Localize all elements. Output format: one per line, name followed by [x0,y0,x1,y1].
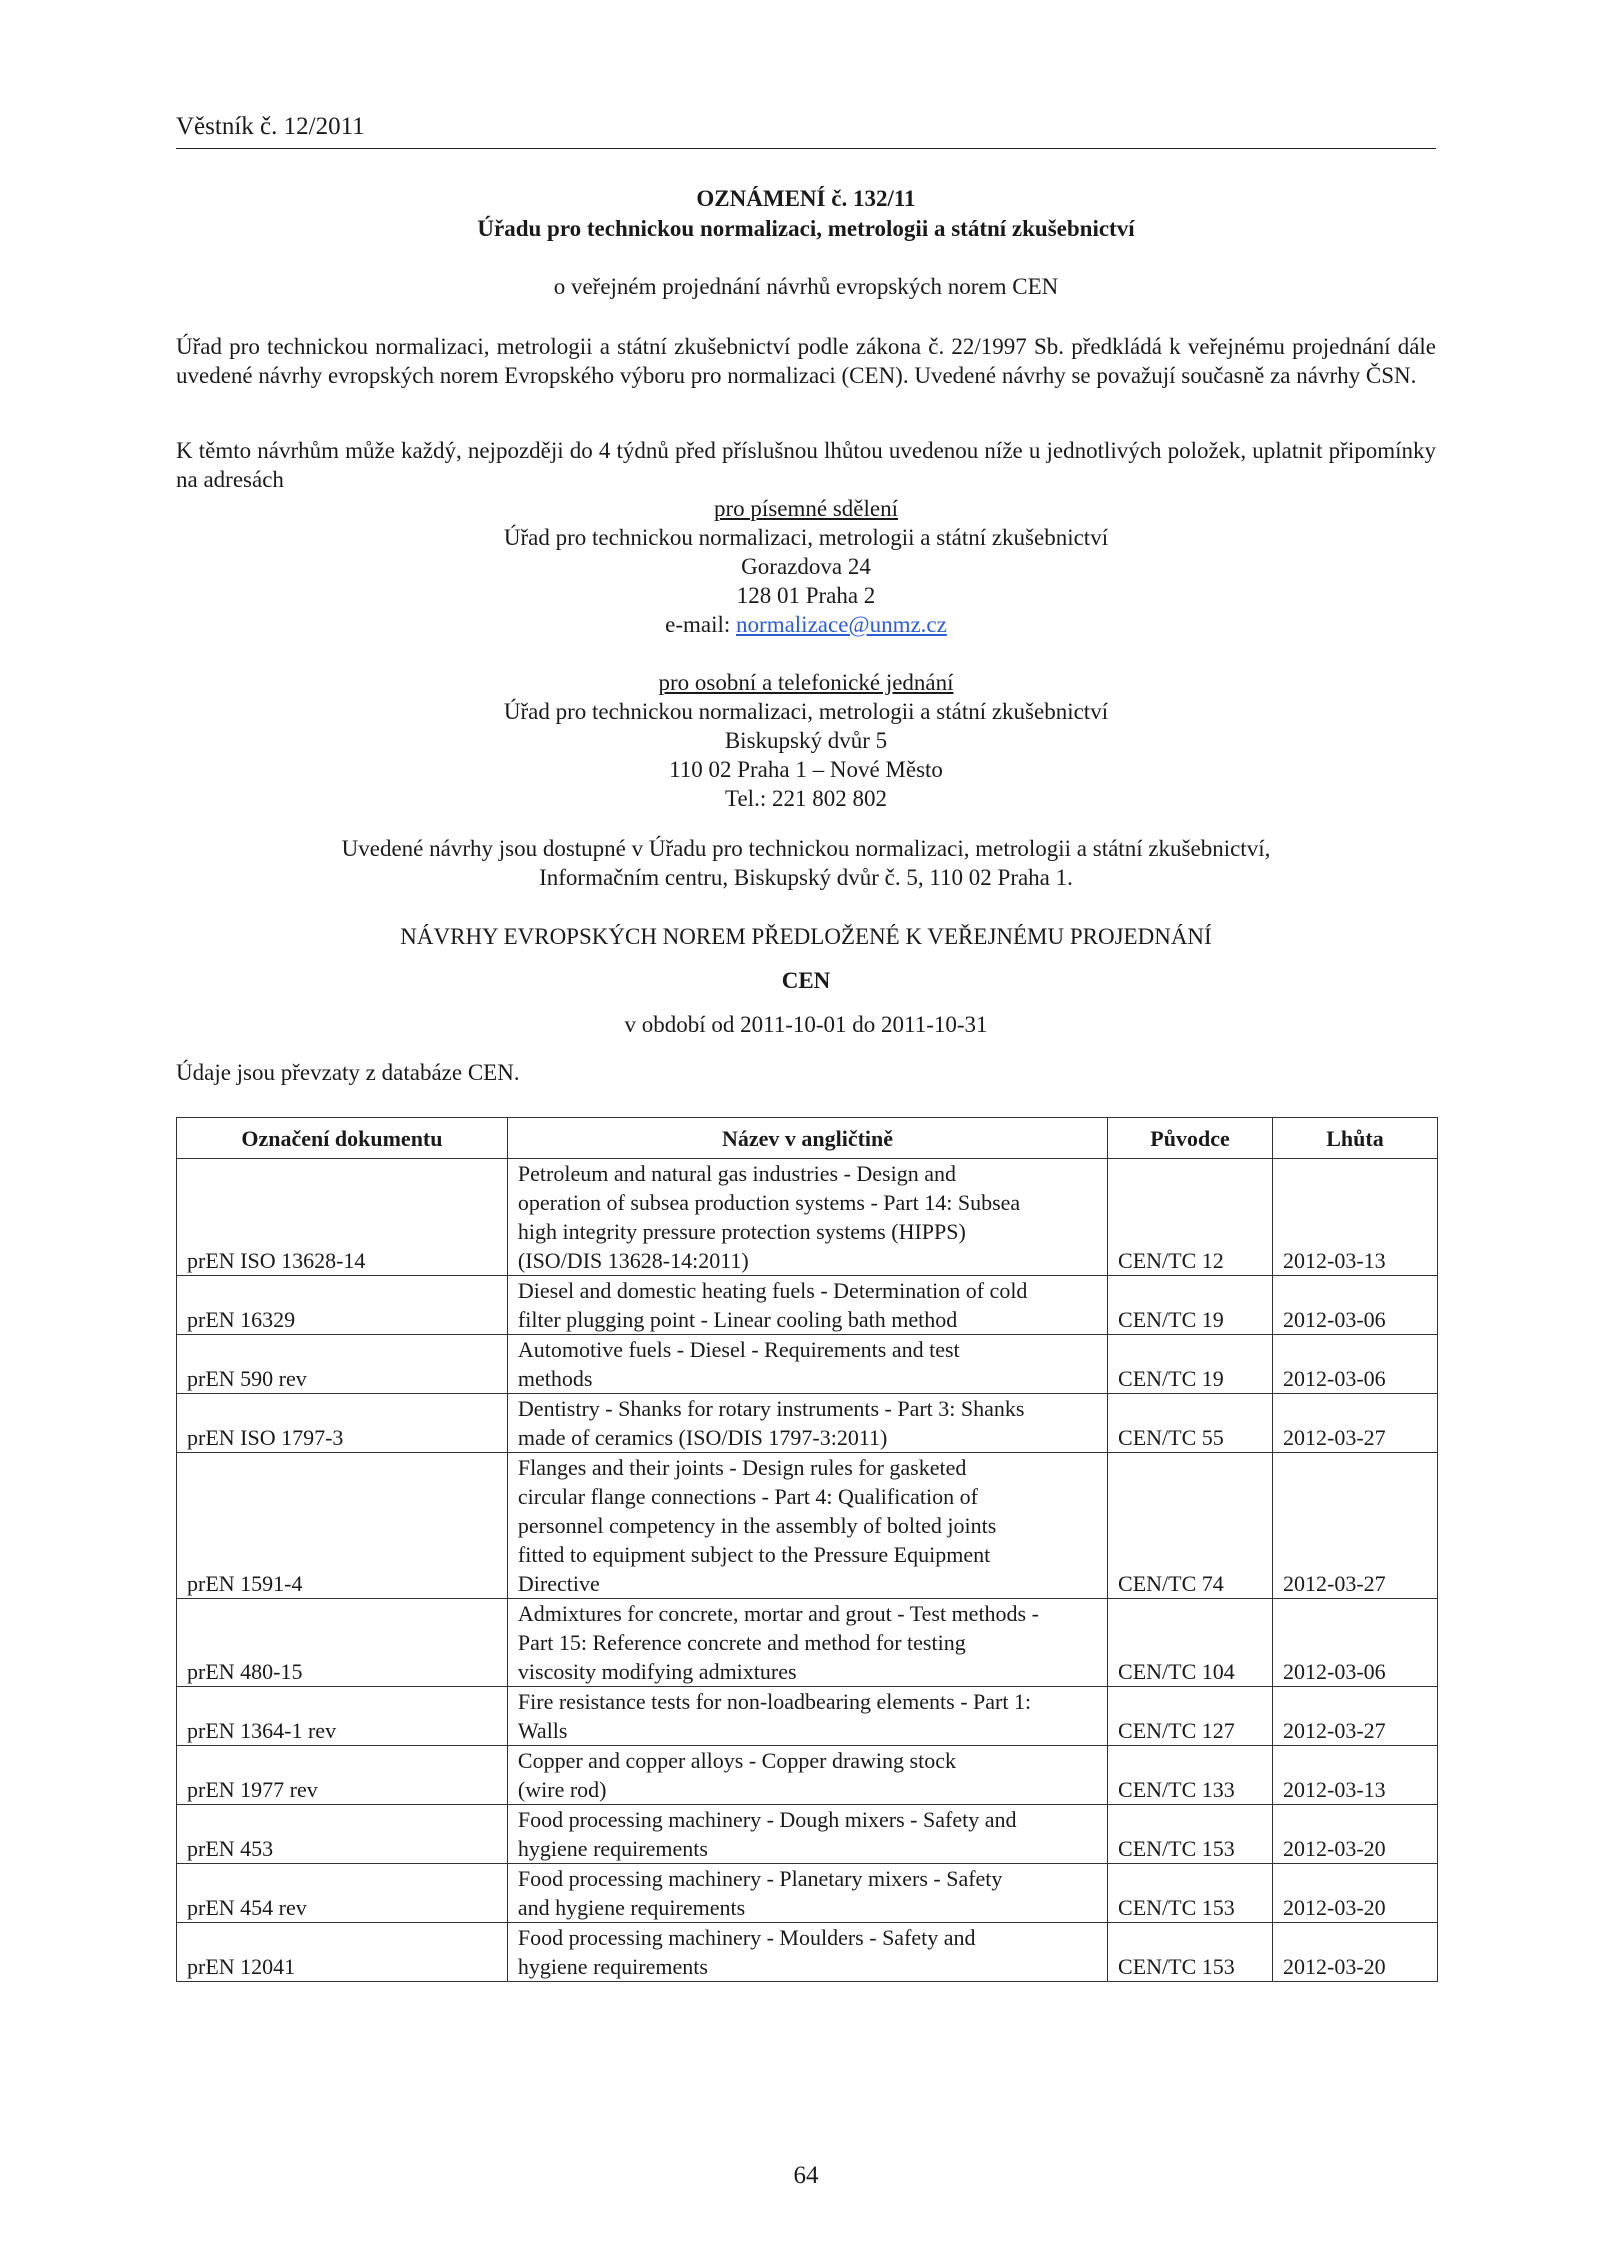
english-title-cell [507,1335,1107,1394]
english-title-cell [507,1159,1107,1276]
title-line: Automotive fuels - Diesel - Requirements and test [517,1337,960,1362]
column-header-document: Označení dokumentu [177,1118,508,1159]
written-contact-city: 128 01 Praha 2 [736,583,876,608]
english-title-cell [507,1923,1107,1982]
notice-authority: Úřadu pro technickou normalizaci, metrologii a státní zkušebnictví [477,216,1135,241]
title-line: Directive [517,1571,600,1596]
personal-contact-block [176,668,1436,813]
title-line: Copper and copper alloys - Copper drawing stock [517,1748,956,1773]
origin-cell: CEN/TC 153 [1108,1864,1273,1923]
email-link[interactable]: normalizace@unmz.cz [736,612,947,637]
title-line: Petroleum and natural gas industries - Design and [517,1161,956,1186]
standards-table [176,1117,1438,1982]
origin-cell: CEN/TC 153 [1108,1923,1273,1982]
title-line: Part 15: Reference concrete and method for testing [517,1630,966,1655]
table-row [177,1746,1438,1805]
table-body [177,1159,1438,1982]
title-line: (ISO/DIS 13628-14:2011) [517,1248,749,1273]
title-line: hygiene requirements [517,1836,708,1861]
personal-contact-city: 110 02 Praha 1 – Nové Město [669,757,943,782]
availability-line-2: Informačním centru, Biskupský dvůr č. 5, 110 02 Praha 1. [539,865,1073,890]
title-line: Admixtures for concrete, mortar and grout - Test methods - [517,1601,1039,1626]
table-row [177,1923,1438,1982]
title-line: and hygiene requirements [517,1895,746,1920]
comments-paragraph: K těmto návrhům může každý, nejpozději do 4 týdnů před příslušnou lhůtou uvedenou níže u jednotlivých položek, uplatnit připomínky na adresách [176,438,1436,492]
title-line: made of ceramics (ISO/DIS 1797-3:2011) [517,1425,888,1450]
english-title-cell [507,1394,1107,1453]
deadline-cell: 2012-03-27 [1273,1394,1438,1453]
written-contact-email-line [176,610,1436,639]
title-line: methods [517,1366,593,1391]
availability-line-1: Uvedené návrhy jsou dostupné v Úřadu pro technickou normalizaci, metrologii a státní zkušebnictví, [341,836,1271,861]
deadline-cell: 2012-03-20 [1273,1864,1438,1923]
title-line: high integrity pressure protection systems (HIPPS) [517,1219,966,1244]
title-line: Dentistry - Shanks for rotary instruments - Part 3: Shanks [517,1396,1025,1421]
english-title-cell [507,1599,1107,1687]
title-line: viscosity modifying admixtures [517,1659,797,1684]
intro-paragraph: Úřad pro technickou normalizaci, metrologii a státní zkušebnictví podle zákona č. 22/1997 Sb. předkládá k veřejnému projednání dále uvedené návrhy evropských norem Evropského výboru pro normalizaci (CEN). Uvedené návrhy se považují současně za návrhy ČSN. [176,334,1436,388]
origin-cell: CEN/TC 104 [1108,1599,1273,1687]
origin-cell: CEN/TC 74 [1108,1453,1273,1599]
written-contact-heading: pro písemné sdělení [714,496,898,521]
title-line: Food processing machinery - Moulders - Safety and [517,1925,976,1950]
deadline-cell: 2012-03-20 [1273,1923,1438,1982]
title-line: Walls [517,1718,568,1743]
origin-cell: CEN/TC 12 [1108,1159,1273,1276]
deadline-cell: 2012-03-20 [1273,1805,1438,1864]
deadline-cell: 2012-03-06 [1273,1276,1438,1335]
document-id-cell: prEN 1591-4 [177,1453,508,1599]
english-title-cell [507,1453,1107,1599]
title-line: filter plugging point - Linear cooling bath method [517,1307,958,1332]
english-title-cell [507,1276,1107,1335]
table-row [177,1599,1438,1687]
document-id-cell: prEN 16329 [177,1276,508,1335]
table-row [177,1276,1438,1335]
personal-contact-street: Biskupský dvůr 5 [724,728,888,753]
written-contact-block [176,494,1436,639]
title-line: operation of subsea production systems - Part 14: Subsea [517,1190,1021,1215]
document-id-cell: prEN 480-15 [177,1599,508,1687]
source-note: Údaje jsou převzaty z databáze CEN. [176,1060,520,1085]
section-title: NÁVRHY EVROPSKÝCH NOREM PŘEDLOŽENÉ K VEŘEJNÉMU PROJEDNÁNÍ [400,924,1212,949]
column-header-title: Název v angličtině [507,1118,1107,1159]
personal-contact-phone: Tel.: 221 802 802 [725,786,887,811]
deadline-cell: 2012-03-06 [1273,1335,1438,1394]
document-id-cell: prEN 453 [177,1805,508,1864]
section-org: CEN [781,968,831,993]
table-row [177,1805,1438,1864]
origin-cell: CEN/TC 55 [1108,1394,1273,1453]
column-header-deadline: Lhůta [1273,1118,1438,1159]
table-row [177,1159,1438,1276]
origin-cell: CEN/TC 19 [1108,1276,1273,1335]
deadline-cell: 2012-03-27 [1273,1687,1438,1746]
english-title-cell [507,1746,1107,1805]
running-header: Věstník č. 12/2011 [176,112,1436,149]
personal-contact-heading: pro osobní a telefonické jednání [658,670,954,695]
table-header-row [177,1118,1438,1159]
notice-number: OZNÁMENÍ č. 132/11 [696,186,916,211]
document-id-cell: prEN ISO 13628-14 [177,1159,508,1276]
document-id-cell: prEN 454 rev [177,1864,508,1923]
title-line: circular flange connections - Part 4: Qualification of [517,1484,978,1509]
title-line: Food processing machinery - Planetary mixers - Safety [517,1866,1003,1891]
title-line: (wire rod) [517,1777,607,1802]
english-title-cell [507,1864,1107,1923]
origin-cell: CEN/TC 127 [1108,1687,1273,1746]
title-line: Diesel and domestic heating fuels - Determination of cold [517,1278,1028,1303]
english-title-cell [507,1687,1107,1746]
availability-block [176,834,1436,892]
document-id-cell: prEN 12041 [177,1923,508,1982]
notice-subject: o veřejném projednání návrhů evropských norem CEN [553,274,1059,299]
document-id-cell: prEN 1364-1 rev [177,1687,508,1746]
column-header-origin: Původce [1108,1118,1273,1159]
origin-cell: CEN/TC 153 [1108,1805,1273,1864]
deadline-cell: 2012-03-13 [1273,1159,1438,1276]
title-line: personnel competency in the assembly of bolted joints [517,1513,997,1538]
email-label: e-mail: [665,612,737,637]
title-line: hygiene requirements [517,1954,708,1979]
origin-cell: CEN/TC 133 [1108,1746,1273,1805]
table-row [177,1687,1438,1746]
title-line: Food processing machinery - Dough mixers - Safety and [517,1807,1017,1832]
table-row [177,1453,1438,1599]
written-contact-street: Gorazdova 24 [741,554,871,579]
title-line: Flanges and their joints - Design rules for gasketed [517,1455,967,1480]
written-contact-org: Úřad pro technickou normalizaci, metrologii a státní zkušebnictví [503,525,1109,550]
title-line: fitted to equipment subject to the Pressure Equipment [517,1542,991,1567]
table-row [177,1394,1438,1453]
title-line: Fire resistance tests for non-loadbearing elements - Part 1: [517,1689,1032,1714]
origin-cell: CEN/TC 19 [1108,1335,1273,1394]
page-number: 64 [793,2162,819,2189]
english-title-cell [507,1805,1107,1864]
table-row [177,1864,1438,1923]
table-row [177,1335,1438,1394]
document-id-cell: prEN 1977 rev [177,1746,508,1805]
deadline-cell: 2012-03-06 [1273,1599,1438,1687]
deadline-cell: 2012-03-13 [1273,1746,1438,1805]
personal-contact-org: Úřad pro technickou normalizaci, metrologii a státní zkušebnictví [503,699,1109,724]
document-id-cell: prEN ISO 1797-3 [177,1394,508,1453]
deadline-cell: 2012-03-27 [1273,1453,1438,1599]
document-id-cell: prEN 590 rev [177,1335,508,1394]
section-period: v období od 2011-10-01 do 2011-10-31 [624,1012,988,1037]
